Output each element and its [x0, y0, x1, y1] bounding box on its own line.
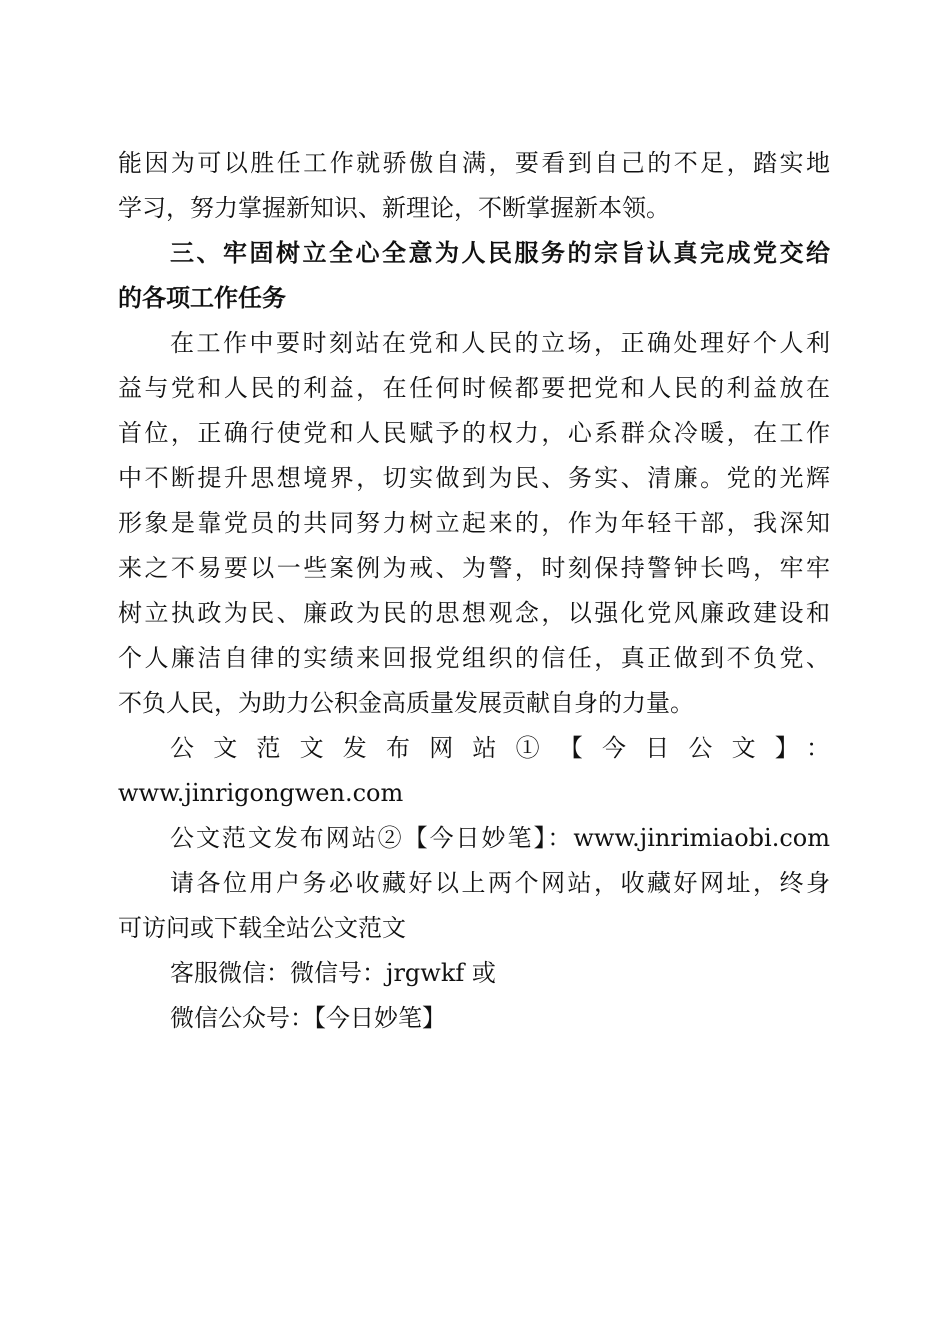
intro-line-1: 能因为可以胜任工作就骄傲自满，要看到自己的不足，踏实地 — [118, 149, 830, 177]
site1-url[interactable]: www.jinrigongwen.com — [118, 779, 404, 807]
intro-line-2: 学习，努力掌握新知识、新理论，不断掌握新本领。 — [118, 194, 670, 222]
site2-line[interactable]: 公文范文发布网站②【今日妙笔】：www.jinrimiaobi.com — [170, 824, 830, 852]
body-line-9: 不负人民，为助力公积金高质量发展贡献自身的力量。 — [118, 689, 694, 717]
wechat-official-account: 微信公众号：【今日妙笔】 — [170, 1004, 446, 1032]
body-line-2: 益与党和人民的利益，在任何时候都要把党和人民的利益放在 — [118, 374, 830, 402]
body-line-7: 树立执政为民、廉政为民的思想观念，以强化党风廉政建设和 — [118, 599, 830, 627]
section-heading-line-1: 三、牢固树立全心全意为人民服务的宗旨认真完成党交给 — [170, 239, 830, 267]
notice-line-1: 请各位用户务必收藏好以上两个网站，收藏好网址，终身 — [170, 869, 830, 897]
site1-label: 公文范文发布网站①【今日公文】： — [170, 734, 830, 762]
body-line-1: 在工作中要时刻站在党和人民的立场，正确处理好个人利 — [170, 329, 830, 357]
body-line-3: 首位，正确行使党和人民赋予的权力，心系群众冷暖，在工作 — [118, 419, 830, 447]
body-line-4: 中不断提升思想境界，切实做到为民、务实、清廉。党的光辉 — [118, 464, 830, 492]
section-heading-line-2: 的各项工作任务 — [118, 284, 286, 312]
body-line-5: 形象是靠党员的共同努力树立起来的，作为年轻干部，我深知 — [118, 509, 830, 537]
notice-line-2: 可访问或下载全站公文范文 — [118, 914, 406, 942]
body-line-8: 个人廉洁自律的实绩来回报党组织的信任，真正做到不负党、 — [118, 644, 830, 672]
body-line-6: 来之不易要以一些案例为戒、为警，时刻保持警钟长鸣，牢牢 — [118, 554, 830, 582]
wechat-service: 客服微信：微信号：jrgwkf 或 — [170, 959, 496, 987]
